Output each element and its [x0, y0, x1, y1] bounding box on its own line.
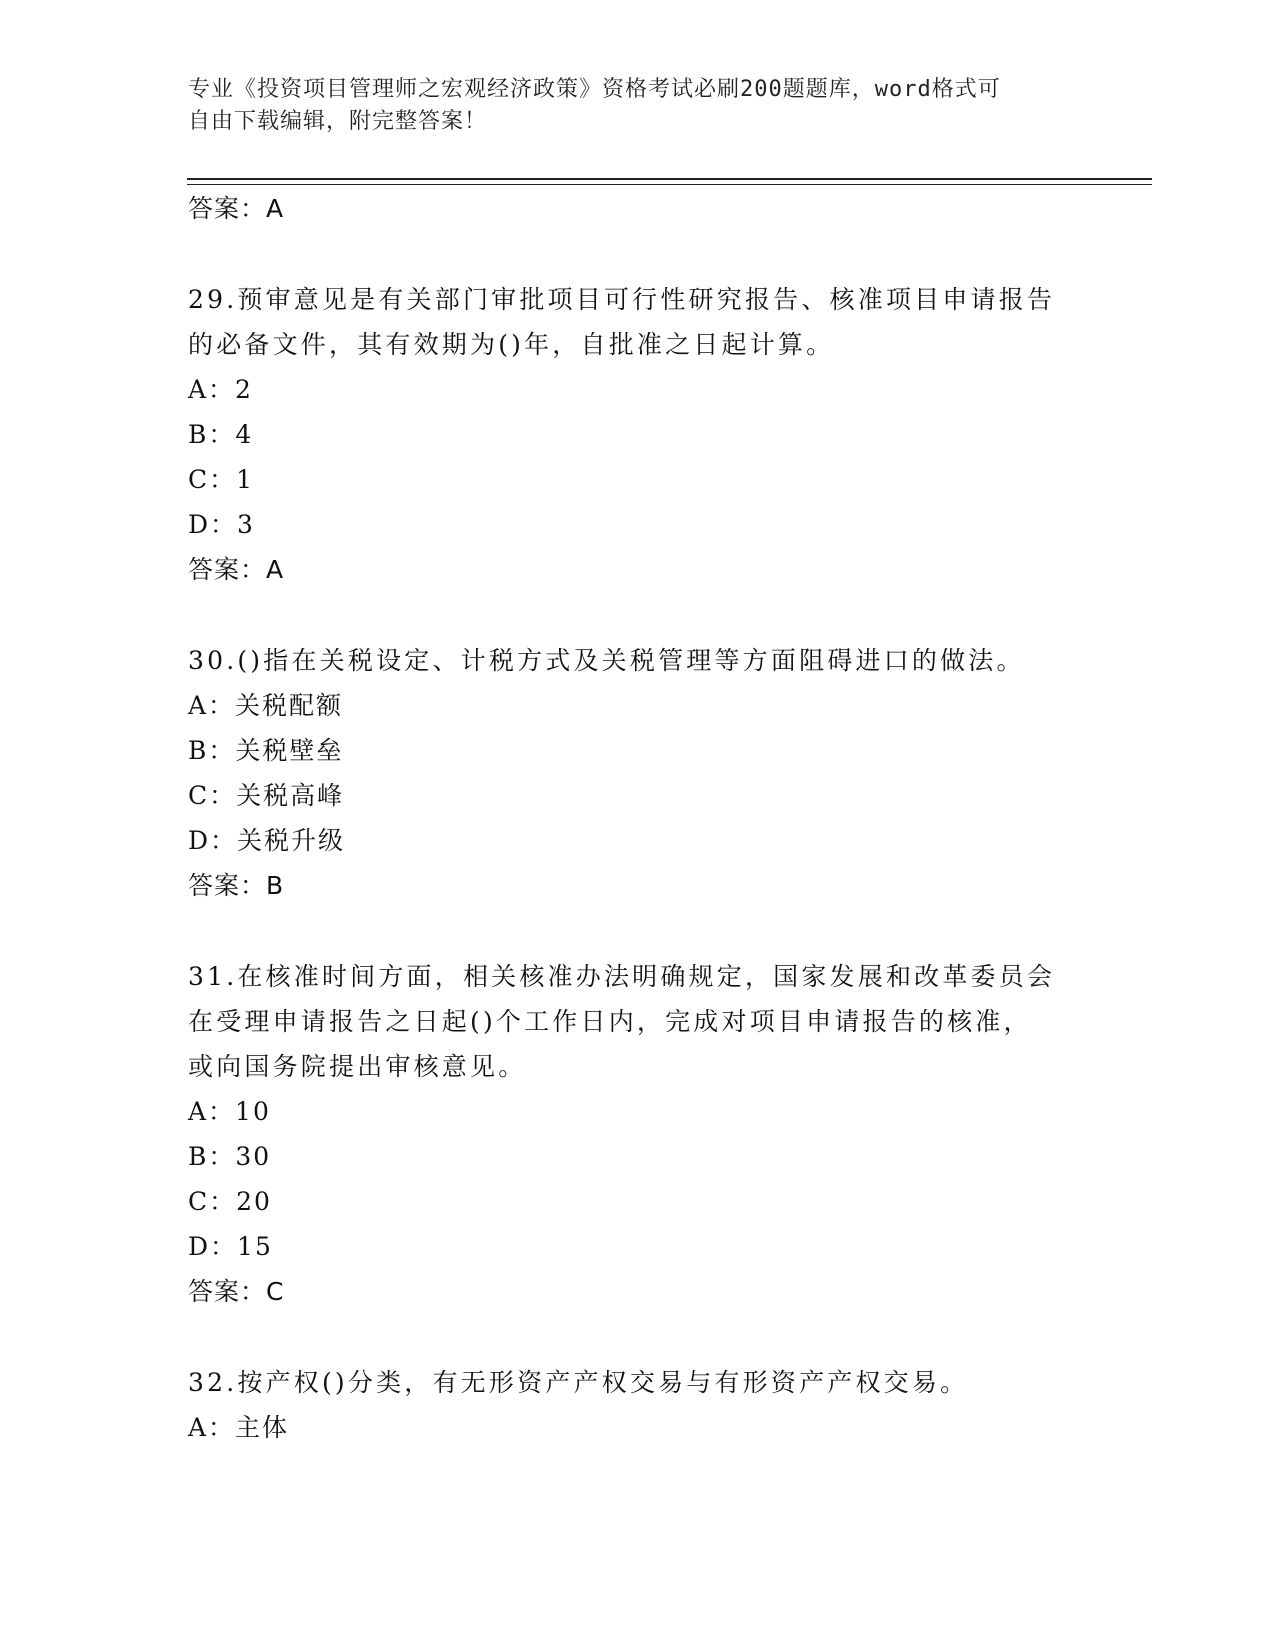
option-a: A：10 [188, 1097, 271, 1126]
option-d: D：15 [188, 1232, 273, 1261]
document-header [188, 74, 1068, 138]
header-rule-thick [187, 178, 1152, 180]
option-c: C：1 [188, 465, 255, 494]
option-a: A：主体 [188, 1413, 290, 1442]
question-text-line: 的必备文件，其有效期为()年，自批准之日起计算。 [188, 330, 835, 359]
question-29 [188, 277, 1088, 592]
spacer [188, 592, 1088, 638]
answer-line: 答案：A [188, 194, 285, 223]
option-d: D：关税升级 [188, 826, 346, 855]
question-30 [188, 638, 1088, 908]
answer-line: 答案：A [188, 555, 285, 584]
question-text-line: 29.预审意见是有关部门审批项目可行性研究报告、核准项目申请报告 [188, 285, 1056, 314]
answer-line: 答案：B [188, 871, 285, 900]
header-rule-thin [187, 184, 1152, 185]
option-b: B：4 [188, 420, 254, 449]
option-a: A：关税配额 [188, 691, 344, 720]
spacer [188, 1314, 1088, 1360]
question-text-line: 32.按产权()分类，有无形资产产权交易与有形资产产权交易。 [188, 1368, 969, 1397]
question-32 [188, 1360, 1088, 1450]
option-b: B：30 [188, 1142, 272, 1171]
spacer [188, 231, 1088, 277]
question-text-line: 或向国务院提出审核意见。 [188, 1052, 527, 1081]
question-31 [188, 954, 1088, 1314]
option-a: A：2 [188, 375, 253, 404]
question-text-line: 在受理申请报告之日起()个工作日内，完成对项目申请报告的核准， [188, 1007, 1032, 1036]
option-d: D：3 [188, 510, 255, 539]
option-c: C：20 [188, 1187, 272, 1216]
header-line-2: 自由下载编辑，附完整答案！ [188, 109, 488, 134]
option-c: C：关税高峰 [188, 781, 345, 810]
question-text-line: 30.()指在关税设定、计税方式及关税管理等方面阻碍进口的做法。 [188, 646, 1025, 675]
spacer [188, 908, 1088, 954]
header-line-1: 专业《投资项目管理师之宏观经济政策》资格考试必刷200题题库，word格式可 [188, 77, 1001, 102]
question-list [188, 186, 1088, 1450]
answer-line: 答案：C [188, 1277, 285, 1306]
question-text-line: 31.在核准时间方面，相关核准办法明确规定，国家发展和改革委员会 [188, 962, 1056, 991]
option-b: B：关税壁垒 [188, 736, 344, 765]
